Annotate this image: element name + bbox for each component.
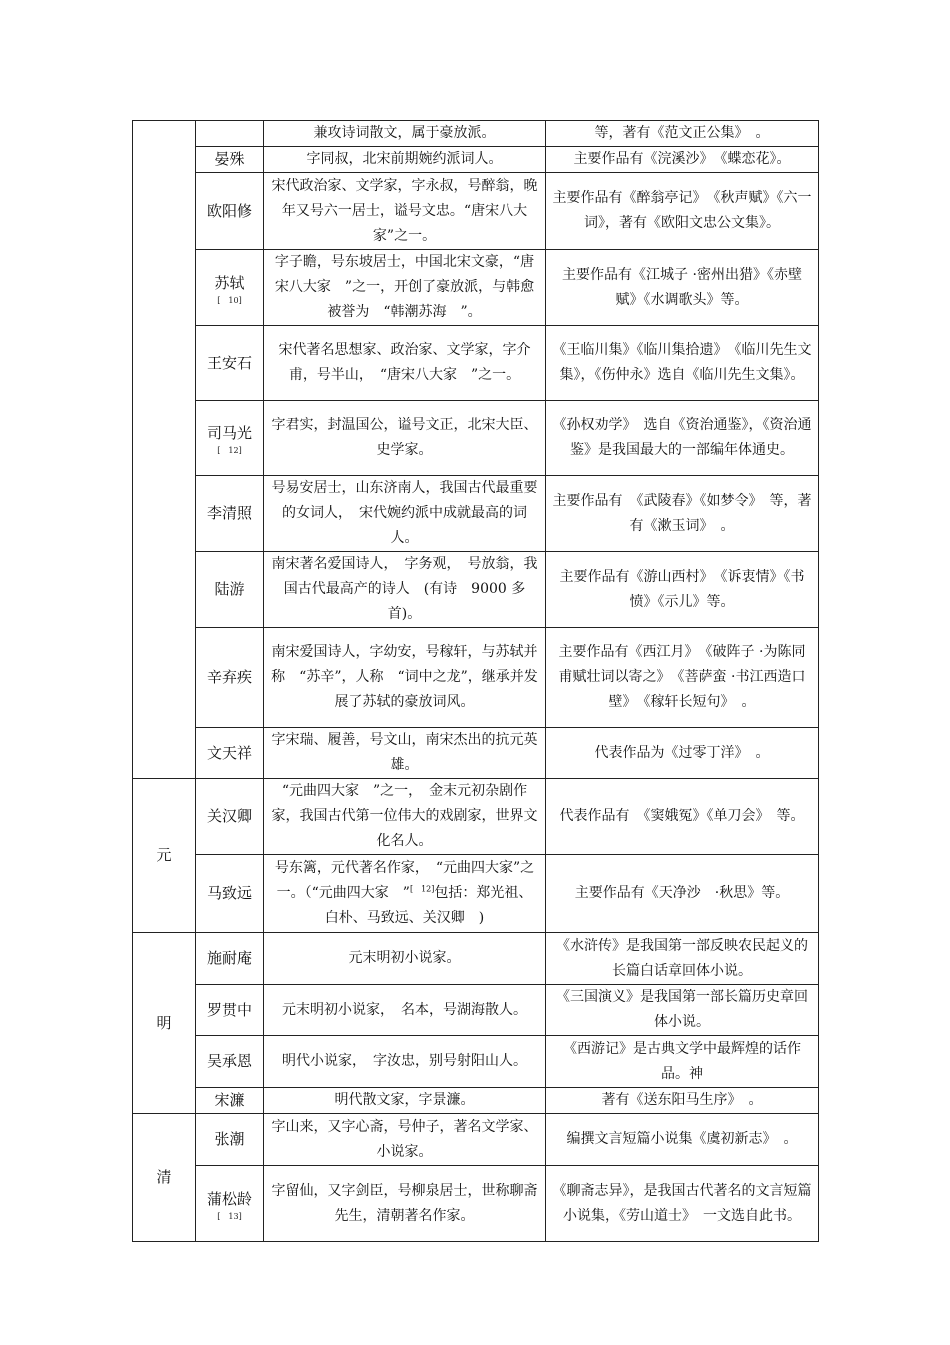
intro-cell: 字子瞻，号东坡居士，中国北宋文豪，“唐宋八大家 ”之一，开创了豪放派，与韩愈被誉为 “韩潮苏海 ”。 [264, 250, 546, 326]
table-row [133, 552, 819, 628]
era-cell-song [133, 121, 196, 779]
name-cell [196, 1114, 264, 1166]
name-cell [196, 1036, 264, 1088]
footnote-marker: [ 12] [217, 446, 242, 455]
author-name: 宋濂 [214, 1091, 245, 1109]
name-cell [196, 728, 264, 779]
table-row [133, 326, 819, 401]
author-name: 王安石 [206, 353, 252, 372]
footnote-marker: [ 13] [217, 1211, 242, 1221]
author-name: 司马光 [206, 424, 252, 442]
name-cell [196, 1166, 264, 1242]
intro-cell: 字山来，又字心斋，号仲子，著名文学家、小说家。 [264, 1114, 546, 1166]
works-cell: 主要作品有《天净沙 ·秋思》等。 [546, 855, 819, 933]
works-cell: 代表作品为《过零丁洋》 。 [546, 728, 819, 779]
table-row [133, 1114, 819, 1166]
era-cell-qing: 清 [133, 1114, 196, 1242]
name-cell [196, 1088, 264, 1114]
works-cell: 《王临川集》《临川集拾遗》 《临川先生文集》，《伤仲永》选自《临川先生文集》。 [546, 326, 819, 401]
table-row [133, 121, 819, 147]
works-cell: 《聊斋志异》，是我国古代著名的文言短篇小说集，《劳山道士》 一文选自此书。 [546, 1166, 819, 1242]
works-cell: 主要作品有《西江月》 《破阵子 ·为陈同甫赋壮词以寄之》 《菩萨蛮 ·书江西造口壁》 《稼轩长短句》 。 [546, 628, 819, 728]
works-cell: 代表作品有 《窦娥冤》《单刀会》 等。 [546, 779, 819, 855]
authors-table [132, 120, 819, 1242]
intro-cell: 字君实，封温国公，谥号文正，北宋大臣、史学家。 [264, 401, 546, 476]
works-cell: 主要作品有《江城子 ·密州出猎》《赤壁赋》《水调歌头》等。 [546, 250, 819, 326]
author-name: 陆游 [214, 580, 245, 598]
author-name: 辛弃疾 [206, 668, 252, 686]
author-name: 关汉卿 [206, 807, 252, 825]
name-cell [196, 628, 264, 728]
author-name: 吴承恩 [206, 1052, 252, 1070]
table-row [133, 250, 819, 326]
name-cell [196, 147, 264, 173]
author-name: 马致远 [206, 884, 252, 902]
intro-cell: 明代散文家，字景濂。 [264, 1088, 546, 1114]
name-cell [196, 552, 264, 628]
name-cell [196, 326, 264, 401]
intro-cell: 宋代政治家、文学家，字永叔，号醉翁，晚年又号六一居士，谥号文忠。“唐宋八大家”之一。 [264, 173, 546, 250]
table-row [133, 855, 819, 933]
table-row [133, 173, 819, 250]
intro-cell: 字留仙，又字剑臣，号柳泉居士，世称聊斋先生，清朝著名作家。 [264, 1166, 546, 1242]
table-row [133, 985, 819, 1036]
author-name: 蒲松龄 [206, 1189, 252, 1208]
intro-text-continued: 包括：郑光祖、白朴、马致远、关汉卿 ) [324, 885, 533, 926]
intro-cell: 字宋瑞、履善，号文山，南宋杰出的抗元英雄。 [264, 728, 546, 779]
intro-cell: 南宋著名爱国诗人， 字务观， 号放翁，我国古代最高产的诗人 (有诗 9000 多首)。 [264, 552, 546, 628]
intro-cell: 号易安居士，山东济南人，我国古代最重要的女词人， 宋代婉约派中成就最高的词人。 [264, 476, 546, 552]
author-name: 李清照 [206, 504, 252, 522]
works-cell: 《西游记》是古典文学中最辉煌的话作品。神 [546, 1036, 819, 1088]
table-row [133, 1036, 819, 1088]
works-cell: 主要作品有《醉翁亭记》 《秋声赋》《六一词》，著有《欧阳文忠公文集》。 [546, 173, 819, 250]
works-cell: 主要作品有《浣溪沙》 《蝶恋花》。 [546, 147, 819, 173]
author-name: 施耐庵 [206, 949, 252, 967]
author-name: 苏轼 [214, 273, 245, 292]
name-cell [196, 173, 264, 250]
table-row [133, 147, 819, 173]
era-cell-yuan: 元 [133, 779, 196, 933]
name-cell [196, 933, 264, 985]
author-name: 文天祥 [206, 743, 252, 762]
name-cell [196, 779, 264, 855]
name-cell [196, 401, 264, 476]
intro-cell: 兼攻诗词散文，属于豪放派。 [264, 121, 546, 147]
intro-cell: 字同叔，北宋前期婉约派词人。 [264, 147, 546, 173]
table-row [133, 728, 819, 779]
works-cell: 等，著有《范文正公集》 。 [546, 121, 819, 147]
table-row [133, 628, 819, 728]
works-cell: 《孙权劝学》 选自《资治通鉴》，《资治通鉴》是我国最大的一部编年体通史。 [546, 401, 819, 476]
table-row [133, 933, 819, 985]
name-cell [196, 476, 264, 552]
footnote-marker: [ 10] [217, 295, 242, 305]
works-cell: 编撰文言短篇小说集《虞初新志》 。 [546, 1114, 819, 1166]
table-row [133, 1166, 819, 1242]
intro-cell: 宋代著名思想家、政治家、文学家，字介甫，号半山， “唐宋八大家 ”之一。 [264, 326, 546, 401]
name-cell [196, 985, 264, 1036]
author-name: 罗贯中 [206, 1000, 252, 1019]
name-cell [196, 121, 264, 147]
works-cell: 《三国演义》是我国第一部长篇历史章回体小说。 [546, 985, 819, 1036]
intro-cell: 南宋爱国诗人，字幼安，号稼轩，与苏轼并称 “苏辛”，人称 “词中之龙”，继承并发展了苏轼的豪放词风。 [264, 628, 546, 728]
citation-marker: [ 12] [409, 884, 435, 894]
intro-text: 号东篱，元代著名作家， “元曲四大家”之一。（“元曲四大家 ” [274, 860, 535, 901]
table-row [133, 779, 819, 855]
works-cell: 著有《送东阳马生序》 。 [546, 1088, 819, 1114]
author-name: 张潮 [214, 1130, 245, 1148]
table-row [133, 401, 819, 476]
intro-cell: “元曲四大家 ”之一， 金末元初杂剧作家，我国古代第一位伟大的戏剧家，世界文化名人。 [264, 779, 546, 855]
intro-cell: 元末明初小说家。 [264, 933, 546, 985]
works-cell: 主要作品有《游山西村》 《诉衷情》《书愤》《示儿》等。 [546, 552, 819, 628]
table-row [133, 1088, 819, 1114]
table-row [133, 476, 819, 552]
name-cell [196, 250, 264, 326]
author-name: 欧阳修 [206, 201, 252, 220]
era-cell-ming: 明 [133, 933, 196, 1114]
works-cell: 《水浒传》是我国第一部反映农民起义的长篇白话章回体小说。 [546, 933, 819, 985]
intro-cell [264, 855, 546, 933]
works-cell: 主要作品有 《武陵春》《如梦令》 等，著有《漱玉词》 。 [546, 476, 819, 552]
intro-cell: 元末明初小说家， 名本，号湖海散人。 [264, 985, 546, 1036]
name-cell [196, 855, 264, 933]
author-name: 晏殊 [214, 150, 245, 168]
intro-cell: 明代小说家， 字汝忠，别号射阳山人。 [264, 1036, 546, 1088]
